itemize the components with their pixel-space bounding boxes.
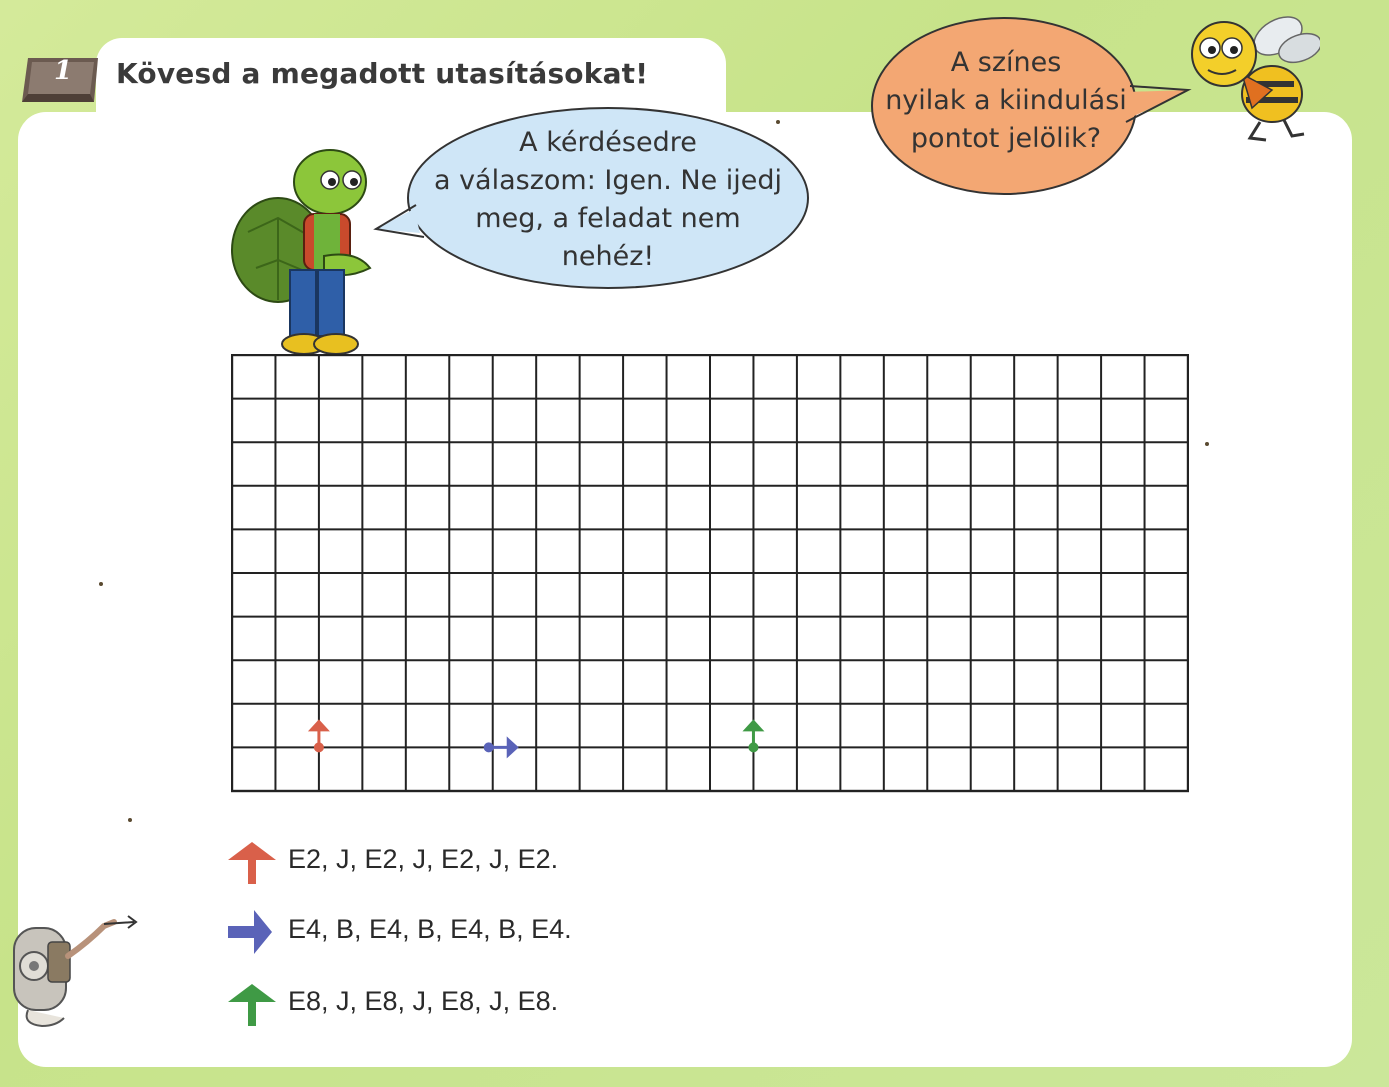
speck (128, 818, 132, 822)
bee-bubble-line: nyilak a kiindulási (885, 85, 1127, 116)
turtle-illustration (226, 140, 376, 360)
robot-pointer-illustration (4, 912, 140, 1032)
turtle-bubble-line: a válaszom: Igen. Ne ijedj (433, 165, 783, 196)
exercise-number-badge (18, 54, 102, 104)
speck (776, 120, 780, 124)
speck (1205, 442, 1209, 446)
bee-illustration (1180, 4, 1320, 148)
turtle-bubble-line: meg, a feladat nem (475, 203, 741, 234)
instruction-text: E4, B, E4, B, E4, B, E4. (288, 914, 572, 944)
instruction-text: E2, J, E2, J, E2, J, E2. (288, 844, 559, 874)
turtle-bubble-text (408, 124, 808, 276)
bee-bubble-line: A színes (950, 47, 1062, 78)
right-arrow-icon (226, 908, 278, 956)
coordinate-grid (231, 354, 1189, 794)
exercise-title: Kövesd a megadott utasításokat! (116, 57, 649, 90)
bee-bubble-text (876, 44, 1136, 158)
exercise-number: 1 (53, 56, 73, 86)
up-arrow-icon (226, 980, 278, 1028)
turtle-bubble-line: nehéz! (561, 241, 655, 272)
speck (99, 582, 103, 586)
up-arrow-icon (226, 838, 278, 886)
turtle-bubble-line: A kérdésedre (519, 127, 697, 158)
bee-bubble-line: pontot jelölik? (910, 123, 1102, 154)
instruction-text: E8, J, E8, J, E8, J, E8. (288, 986, 559, 1016)
